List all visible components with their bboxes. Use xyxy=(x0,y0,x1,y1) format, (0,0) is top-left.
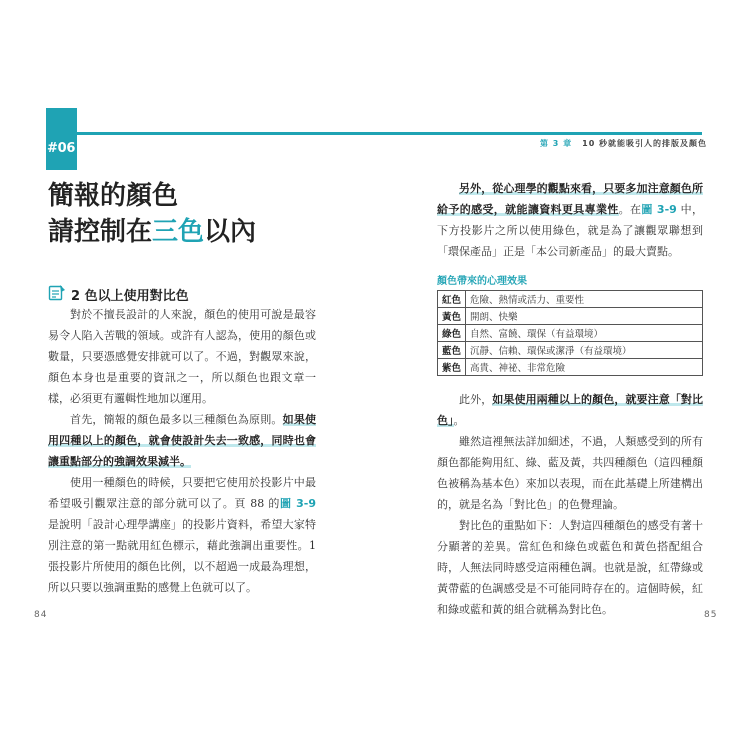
chapter-number: 第 3 章 xyxy=(540,139,573,148)
color-effect: 自然、富饒、環保（有益環境） xyxy=(466,325,703,342)
page-title xyxy=(48,178,256,250)
left-paragraph-3 xyxy=(48,472,316,598)
left-p3-text: 使用一種顏色的時候，只要把它使用於投影片中最希望吸引觀眾注意的部分就可以了。頁 88 的 xyxy=(48,476,316,510)
right-body-top xyxy=(437,178,703,262)
color-effect: 危險、熱情或活力、重要性 xyxy=(466,291,703,308)
color-name: 藍色 xyxy=(438,342,466,359)
title-line-2 xyxy=(48,214,256,250)
running-header xyxy=(540,138,707,149)
left-p2-highlight: 如果使用四種以上的顏色，就會使設計失去一致感，同時也會讓重點部分的強調效果減半。 xyxy=(48,413,317,468)
table-row xyxy=(438,308,703,325)
right-paragraph-2 xyxy=(437,389,703,431)
title-line-2-post: 以內 xyxy=(204,217,257,247)
color-name: 綠色 xyxy=(438,325,466,342)
left-paragraph-2 xyxy=(48,409,316,472)
color-name: 黃色 xyxy=(438,308,466,325)
right-paragraph-1 xyxy=(437,178,703,262)
title-accent: 三色 xyxy=(152,217,205,247)
color-effects-table xyxy=(437,290,703,376)
right-paragraph-3: 雖然這裡無法詳加細述，不過，人類感受到的所有顏色都能夠用紅、綠、藍及黃，共四種顏色（這四種顏色被稱為基本色）來加以表現，而在此基礎上所建構出的，就是名為「對比色」的色覺理論。 xyxy=(437,435,703,511)
table-row xyxy=(438,342,703,359)
color-effect: 高貴、神祕、非常危險 xyxy=(466,359,703,376)
note-icon xyxy=(48,284,66,305)
header-rule xyxy=(77,132,702,135)
table-title: 顏色帶來的心理效果 xyxy=(437,276,527,287)
figure-ref-right: 圖 3-9 xyxy=(641,203,677,216)
left-body xyxy=(48,304,316,598)
table-row xyxy=(438,325,703,342)
right-body-bottom xyxy=(437,389,703,620)
right-p2-post: 。 xyxy=(453,414,465,427)
left-paragraph-1: 對於不擅長設計的人來說，顏色的使用可說是最容易令人陷入苦戰的領域。或許有人認為，使用的顏色或數量，只要憑感覺安排就可以了。不過，對觀眾來說，顏色本身也是重要的資訊之一，所以顏色也跟文章一樣，必須更有邏輯性地加以運用。 xyxy=(48,308,316,405)
right-p1-mid: 。在 xyxy=(618,203,642,216)
title-line-1: 簡報的顏色 xyxy=(48,181,179,211)
chapter-title: 10 秒就能吸引人的排版及顏色 xyxy=(582,139,708,148)
subheading xyxy=(48,284,189,305)
figure-ref: 圖 3-9 xyxy=(280,497,317,510)
page-number-left: 84 xyxy=(34,610,48,620)
section-tag: #06 xyxy=(47,141,76,156)
color-name: 紅色 xyxy=(438,291,466,308)
color-effect: 開朗、快樂 xyxy=(466,308,703,325)
title-line-2-pre: 請控制在 xyxy=(48,217,153,247)
right-paragraph-4: 對比色的重點如下：人對這四種顏色的感受有著十分顯著的差異。當紅色和綠色或藍色和黃色搭配組合時，人無法同時感受這兩種色調。也就是說，紅帶綠或黃帶藍的色調感受是不可能同時存在的。這個時候，紅和綠或藍和黃的組合就稱為對比色。 xyxy=(437,519,703,616)
right-p2-pre: 此外， xyxy=(459,393,493,406)
color-name: 紫色 xyxy=(438,359,466,376)
subheading-text: 2 色以上使用對比色 xyxy=(71,289,189,304)
table-row xyxy=(438,291,703,308)
table-row xyxy=(438,359,703,376)
right-p2-highlight: 如果使用兩種以上的顏色，就要注意「對比色」 xyxy=(437,393,704,427)
color-effect: 沉靜、信賴、環保或潔淨（有益環境） xyxy=(466,342,703,359)
left-p3-text-post: 是說明「設計心理學講座」的投影片資料，希望大家特別注意的第一點就用紅色標示，藉此強調出重要性。1 張投影片所使用的顏色比例，以不超過一成最為理想，所以只要以強調重點的感覺上色就可以了。 xyxy=(48,518,316,594)
page-number-right: 85 xyxy=(704,610,718,620)
section-tag-box xyxy=(46,108,77,170)
right-p1-highlight: 另外，從心理學的觀點來看，只要多加注意顏色所給予的感受，就能讓資料更具專業性 xyxy=(437,182,703,216)
right-p1-text-post: 中，下方投影片之所以使用綠色，就是為了讓觀眾聯想到「環保產品」正是「本公司新產品」的最大賣點。 xyxy=(437,203,704,258)
left-p2-text: 首先，簡報的顏色最多以三種顏色為原則。 xyxy=(70,413,283,426)
